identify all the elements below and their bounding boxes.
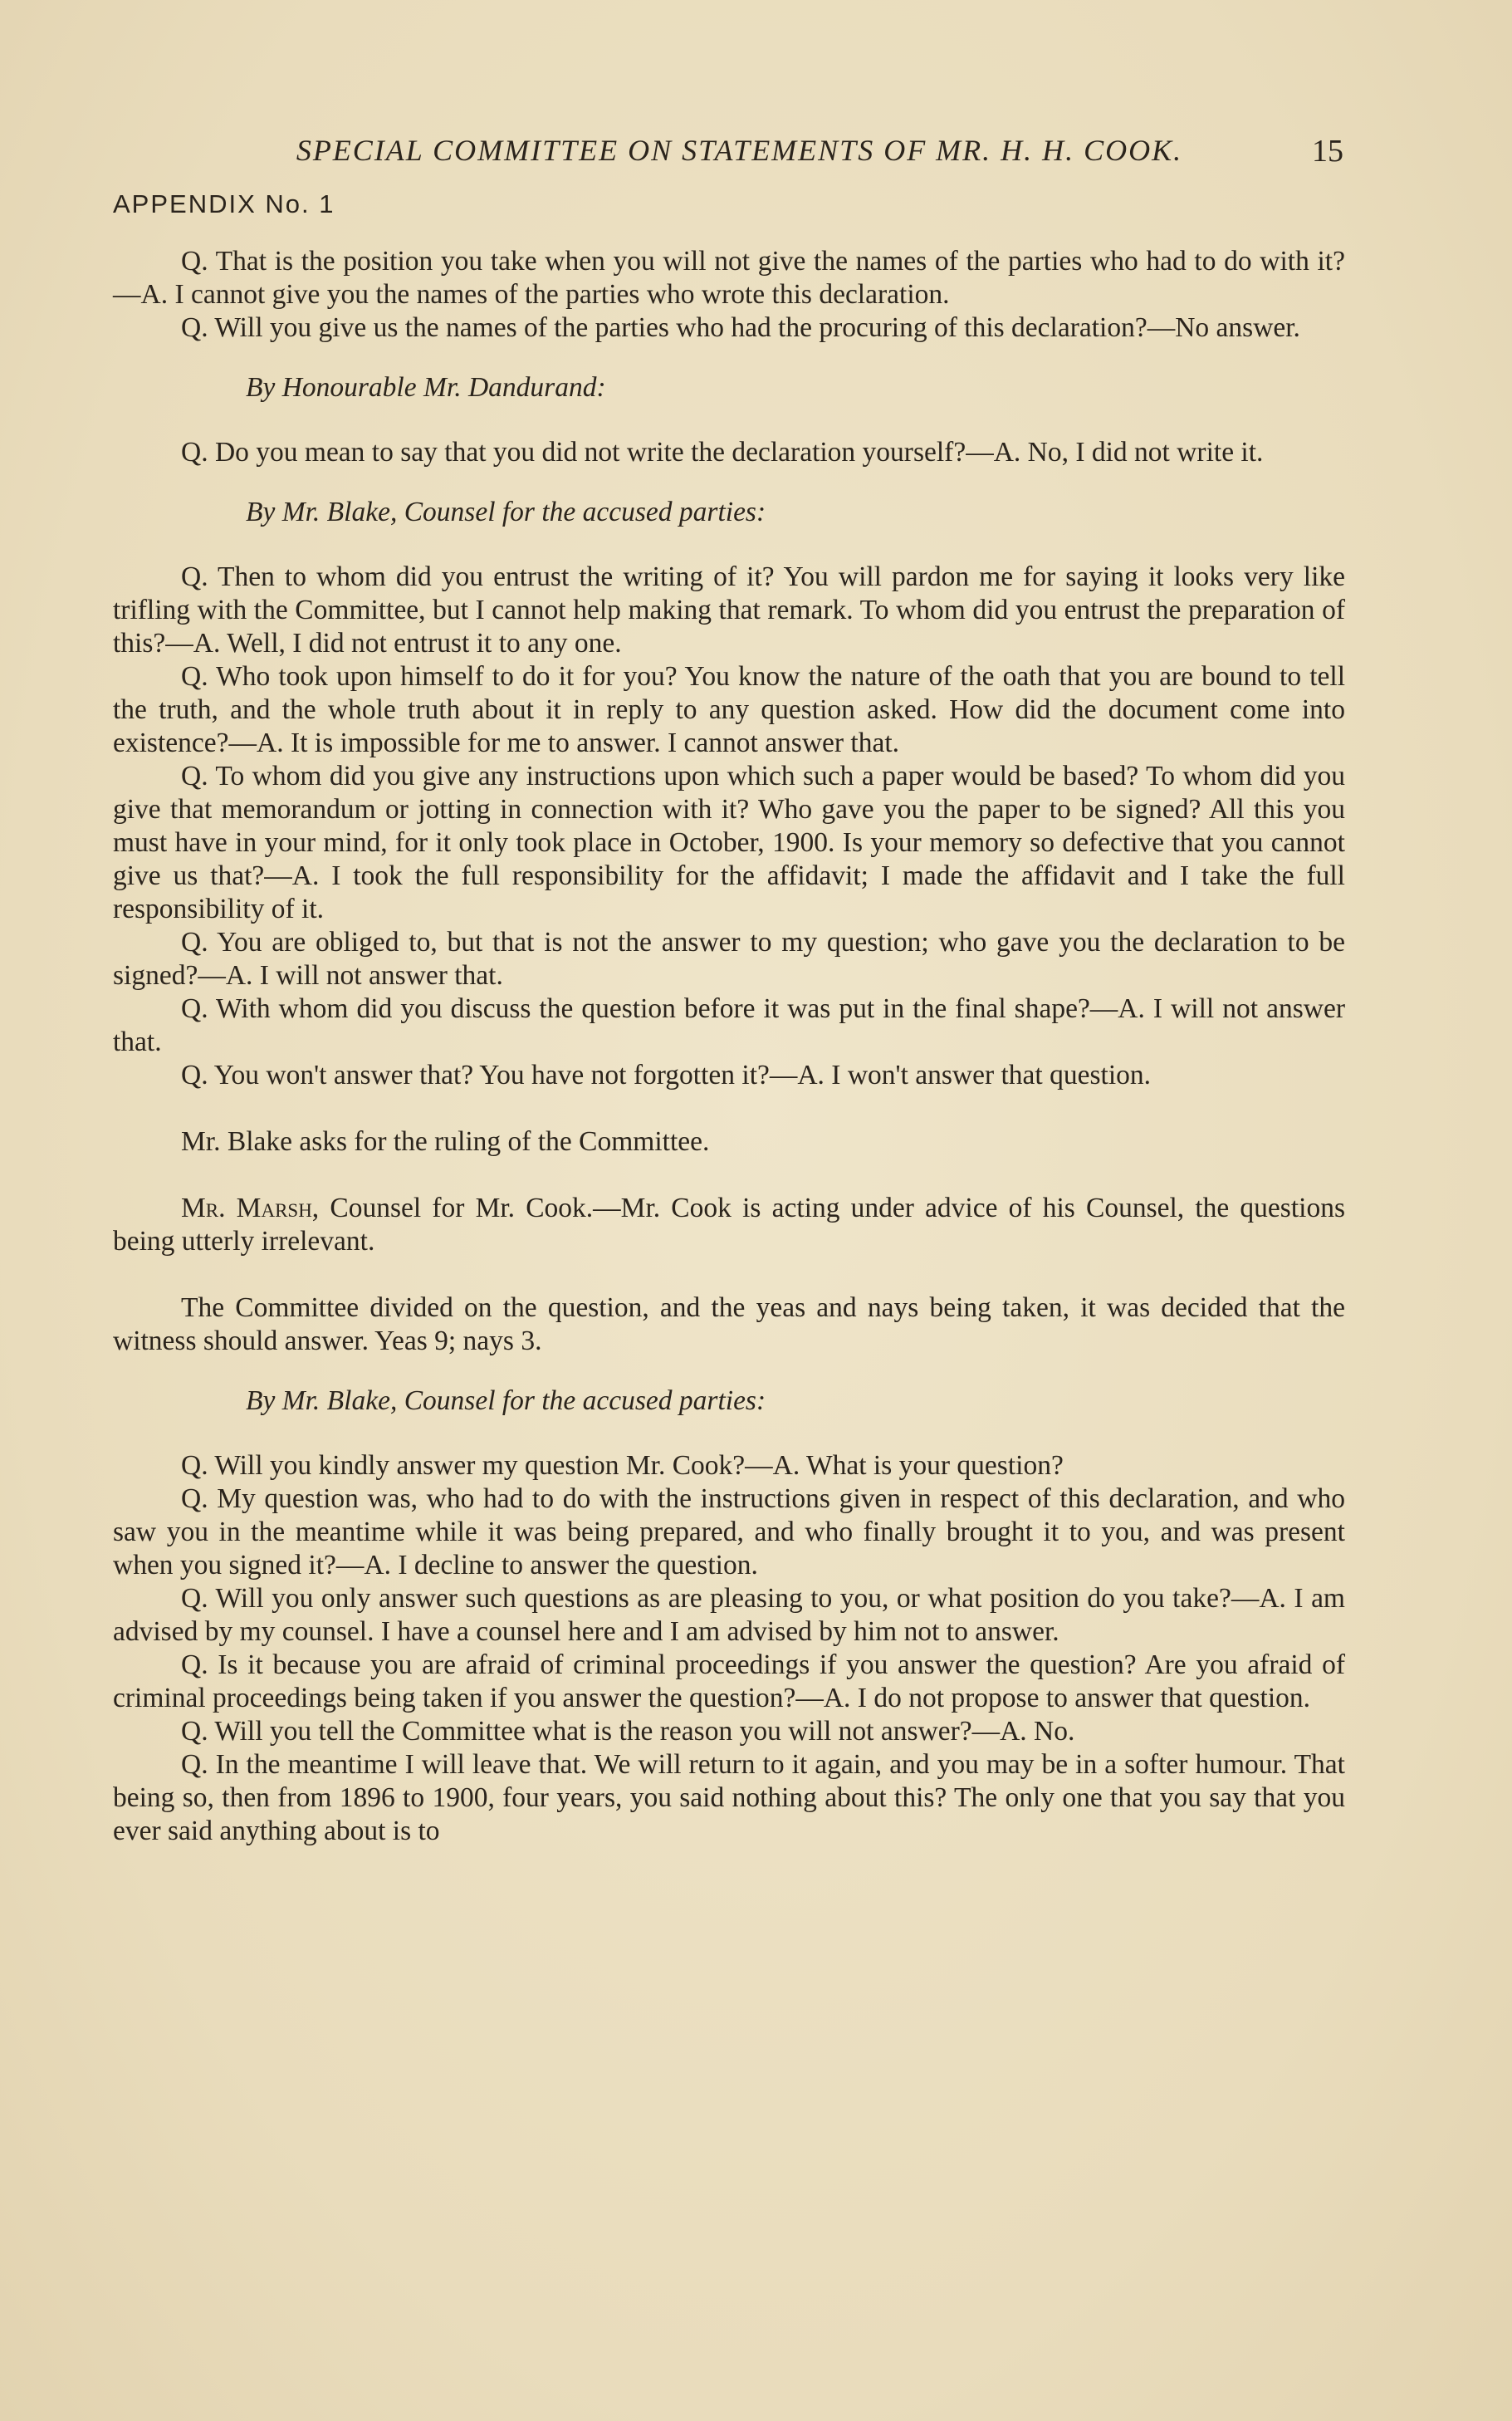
running-header-title: SPECIAL COMMITTEE ON STATEMENTS OF MR. H. H. COOK. xyxy=(296,134,1183,167)
paragraph: The Committee divided on the question, and the yeas and nays being taken, it was decided that the witness should answer. Yeas 9; nays 3. xyxy=(113,1292,1345,1356)
paragraph: Q. Do you mean to say that you did not write the declaration yourself?—A. No, I did not write it. xyxy=(181,437,1264,468)
paragraph: Q. To whom did you give any instructions upon which such a paper would be based? To whom did you give that memorandum or jotting in connection with it? Who gave you the paper to be signed? All this you must have in your mind, for it only took place in October, 1900. Is your memory so defective that you cannot give us that?—A. I took the full responsibility for the affidavit; I made the affidavit and I take the full responsibility of it. xyxy=(113,761,1345,924)
paragraph: Q. Will you tell the Committee what is the reason you will not answer?—A. No. xyxy=(181,1716,1075,1747)
body-text xyxy=(113,245,1345,1848)
appendix-label: APPENDIX No. 1 xyxy=(113,189,335,218)
speaker-name: Mr. Marsh, xyxy=(181,1193,320,1223)
paragraph: Mr. Blake asks for the ruling of the Committee. xyxy=(181,1126,710,1157)
paragraph: Q. With whom did you discuss the question before it was put in the final shape?—A. I will not answer that. xyxy=(113,993,1345,1057)
paragraph: Q. That is the position you take when you will not give the names of the parties who had to do with it?—A. I cannot give you the names of the parties who wrote this declaration. xyxy=(113,246,1345,310)
paragraph-marsh xyxy=(113,1192,1345,1258)
speaker-heading: By Mr. Blake, Counsel for the accused parties: xyxy=(246,1385,766,1416)
paragraph: Q. Will you kindly answer my question Mr. Cook?—A. What is your question? xyxy=(181,1450,1064,1481)
paragraph: Q. You are obliged to, but that is not the answer to my question; who gave you the declaration to be signed?—A. I will not answer that. xyxy=(113,927,1345,991)
paragraph: Q. You won't answer that? You have not forgotten it?—A. I won't answer that question. xyxy=(181,1060,1152,1090)
paragraph: Q. Is it because you are afraid of criminal proceedings if you answer the question? Are you afraid of criminal proceedings being taken if you answer the question?—A. I do not propose to answer that question. xyxy=(113,1649,1345,1713)
paragraph: Q. Who took upon himself to do it for you? You know the nature of the oath that you are bound to tell the truth, and the whole truth about it in reply to any question asked. How did the document come into existence?—A. It is impossible for me to answer. I cannot answer that. xyxy=(113,661,1345,758)
paragraph-text: Counsel for Mr. Cook.—Mr. Cook is acting under advice of his Counsel, the questions being utterly irrelevant. xyxy=(113,1193,1345,1257)
paragraph: Q. Then to whom did you entrust the writing of it? You will pardon me for saying it looks very like trifling with the Committee, but I cannot help making that remark. To whom did you entrust the preparation of this?—A. Well, I did not entrust it to any one. xyxy=(113,561,1345,659)
speaker-heading: By Mr. Blake, Counsel for the accused parties: xyxy=(246,497,766,527)
paragraph: Q. Will you only answer such questions as are pleasing to you, or what position do you take?—A. I am advised by my counsel. I have a counsel here and I am advised by him not to answer. xyxy=(113,1583,1345,1647)
paragraph: Q. Will you give us the names of the parties who had the procuring of this declaration?—No answer. xyxy=(181,312,1300,343)
paragraph: Q. My question was, who had to do with the instructions given in respect of this declaration, and who saw you in the meantime while it was being prepared, and who finally brought it to you, and was present when you signed it?—A. I decline to answer the question. xyxy=(113,1483,1345,1581)
paragraph: Q. In the meantime I will leave that. We will return to it again, and you may be in a softer humour. That being so, then from 1896 to 1900, four years, you said nothing about this? The only one that you say that you ever said anything about is to xyxy=(113,1749,1345,1846)
speaker-heading: By Honourable Mr. Dandurand: xyxy=(246,372,606,403)
page-number: 15 xyxy=(1312,134,1343,169)
